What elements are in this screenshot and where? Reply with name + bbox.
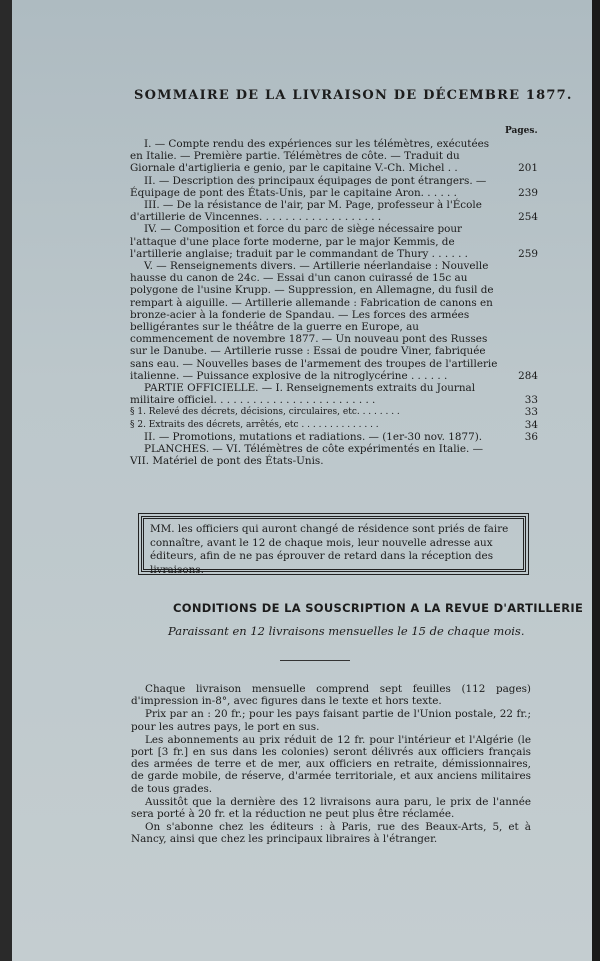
toc-entry <box>130 260 538 382</box>
pages-column-label: Pages. <box>505 126 538 136</box>
toc-entry <box>130 431 538 443</box>
toc-text: Composition et force du parc de siège nécessaire pour l'attaque d'une place forte moderne, par le major Kemmis, de l'artillerie anglaise; traduit par le commandant de Thury . . . . . . <box>130 223 468 260</box>
toc-text: Renseignements divers. — Artillerie néerlandaise : Nouvelle hausse du canon de 24c. — Essai d'un canon cuirassé de 15c au polygone de l'usine Krupp. — Suppression, en Allemagne, du fusil de rempart à aiguille. — Artillerie allemande : Fabrication de canons en bronze-acier à la fonderie de Spandau. — Les forces des armées belligérantes sur le théâtre de la guerre en Europe, au commencement de novembre 1877. — Un nouveau pont des Russes sur le Danube. — Artillerie russe : Essai de poudre Viner, fabriquée sans eau. — Nouvelles bases de l'armement des troupes de l'artillerie italienne. — Puissance explosive de la nitroglycérine . . . . . . <box>130 260 498 382</box>
toc-text: PARTIE OFFICIELLE. — I. Renseignements extraits du Journal militaire officiel. . . . . . . . . . . . . . . . . . . . . . . . . <box>130 382 476 407</box>
toc-number: II. — <box>144 174 170 187</box>
toc-entry <box>130 223 538 260</box>
toc-entry <box>130 199 538 223</box>
toc-page: 36 <box>524 430 538 443</box>
table-of-contents <box>130 138 538 467</box>
toc-entry <box>130 443 538 467</box>
toc-entry <box>130 175 538 199</box>
toc-text: Compte rendu des expériences sur les télémètres, exécutées en Italie. — Première partie. Télémètres de côte. — Traduit du Giornale d'artiglieria e genio, par le capitaine V.-Ch. Michel . . <box>130 138 490 175</box>
page-title: SOMMAIRE DE LA LIVRAISON DE DÉCEMBRE 1877. <box>134 88 573 103</box>
toc-number: V. — <box>144 260 167 273</box>
toc-text: II. — Promotions, mutations et radiations. — (1er-30 nov. 1877). <box>144 430 483 443</box>
document-page <box>12 0 592 961</box>
toc-number: I. — <box>144 138 166 150</box>
paragraph: On s'abonne chez les éditeurs : à Paris, rue des Beaux-Arts, 5, et à Nancy, ainsi que chez les principaux libraires à l'étranger. <box>131 821 531 846</box>
conditions-title: CONDITIONS DE LA SOUSCRIPTION A LA REVUE D'ARTILLERIE <box>173 601 584 615</box>
toc-entry <box>130 406 538 418</box>
toc-page: 259 <box>518 247 538 260</box>
notice-box: MM. les officiers qui auront changé de résidence sont priés de faire connaître, avant le 12 de chaque mois, leur nouvelle adresse aux éditeurs, afin de ne pas éprouver de retard dans la réception des livraisons. <box>141 516 526 572</box>
toc-entry <box>130 138 538 175</box>
toc-text: PLANCHES. — VI. Télémètres de côte expérimentés en Italie. — VII. Matériel de pont des États-Unis. <box>130 443 483 468</box>
toc-text: Description des principaux équipages de pont étrangers. — Équipage de pont des États-Unis, par le capitaine Aron. . . . . . <box>130 174 487 199</box>
toc-page: 33 <box>524 394 538 407</box>
toc-number: IV. — <box>144 223 171 236</box>
toc-page: 33 <box>524 406 538 419</box>
toc-text: § 2. Extraits des décrets, arrêtés, etc . . . . . . . . . . . . . . <box>130 419 379 430</box>
conditions-body <box>131 683 531 847</box>
toc-text: § 1. Relevé des décrets, décisions, circulaires, etc. . . . . . . . <box>130 407 400 418</box>
divider <box>280 660 350 661</box>
toc-entry <box>130 382 538 406</box>
paragraph: Chaque livraison mensuelle comprend sept feuilles (112 pages) d'impression in-8°, avec figures dans le texte et hors texte. <box>131 683 531 708</box>
paragraph: Les abonnements au prix réduit de 12 fr. pour l'intérieur et l'Algérie (le port [3 fr.] en sus dans les colonies) seront délivrés aux officiers français des armées de terre et de mer, aux officiers en retraite, démissionnaires, de garde mobile, de réserve, d'armée territoriale, et aux anciens militaires de tous grades. <box>131 733 531 795</box>
conditions-subtitle: Paraissant en 12 livraisons mensuelles le 15 de chaque mois. <box>168 624 525 638</box>
toc-page: 254 <box>518 211 538 224</box>
toc-entry <box>130 419 538 431</box>
scan-edge <box>592 0 600 961</box>
toc-page: 239 <box>518 186 538 199</box>
toc-page: 284 <box>518 369 538 382</box>
toc-page: 201 <box>518 162 538 175</box>
paragraph: Aussitôt que la dernière des 12 livraisons aura paru, le prix de l'année sera porté à 20 fr. et la réduction ne peut plus être réclamée. <box>131 795 531 821</box>
toc-text: De la résistance de l'air, par M. Page, professeur à l'École d'artillerie de Vincennes. . . . . . . . . . . . . . . . . . . <box>130 199 482 224</box>
paragraph: Prix par an : 20 fr.; pour les pays faisant partie de l'Union postale, 22 fr.; pour les autres pays, le port en sus. <box>131 708 531 733</box>
toc-number: III. — <box>144 199 174 212</box>
toc-page: 34 <box>524 418 538 431</box>
